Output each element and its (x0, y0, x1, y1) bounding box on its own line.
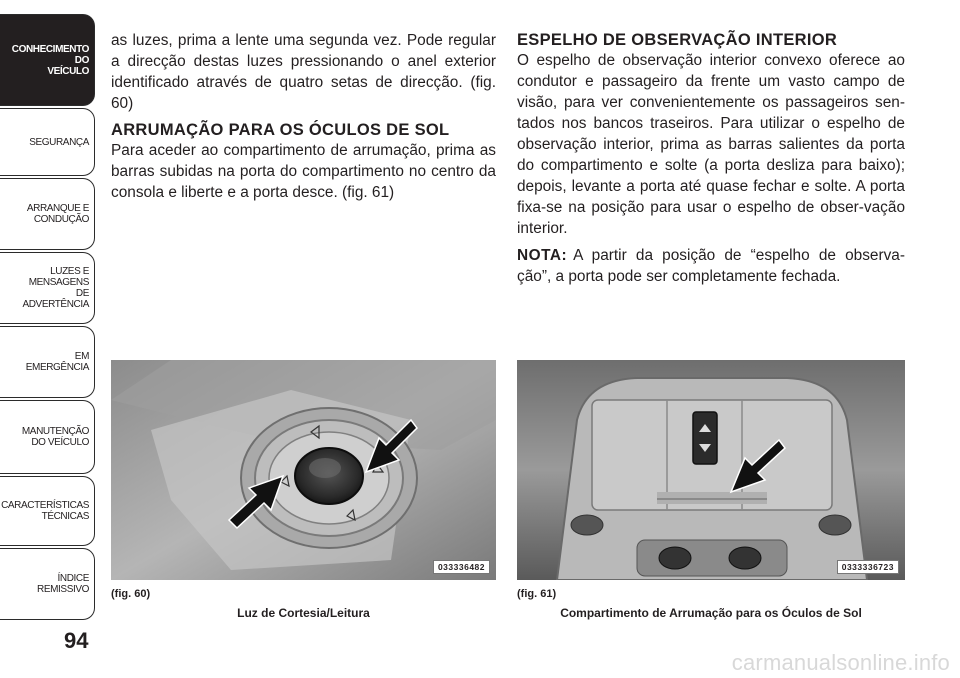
tab-luzes-e-mensagens[interactable]: LUZES E MENSAGENS DE ADVERTÊNCIA (0, 252, 95, 324)
right-text-column (517, 30, 905, 293)
left-text-column (111, 30, 496, 209)
figure-60-ref: (fig. 60) (111, 588, 151, 600)
paragraph: O espelho de observação interior convexo oferece ao condutor e passageiro da frente um vasto campo de visão, para ver convenientemente os passageiros sen-tados nos bancos traseiros. Para utilizar o espelho de observação interior, prima as barras salientes da porta do compartimento e solte (a porta desliza para baixo); depois, levante a porta até quase fechar e solte. A porta fixa-se na posição para usar o espelho de obser-vação interior. (517, 52, 905, 237)
figure-code: 0333336723 (837, 560, 899, 574)
watermark: carmanualsonline.info (731, 650, 950, 675)
page-number: 94 (64, 628, 89, 653)
tab-indice-remissivo[interactable]: ÍNDICE REMISSIVO (0, 548, 95, 620)
note (517, 245, 905, 287)
paragraph: Para aceder ao compartimento de arrumação, prima as barras subidas na porta do compartimento no centro da consola e liberte e a porta desce. (fig. 61) (111, 142, 496, 201)
overhead-console-illustration (517, 360, 905, 580)
section-heading-sunglasses: ARRUMAÇÃO PARA OS ÓCULOS DE SOL (111, 121, 450, 139)
note-label: NOTA: (517, 247, 568, 264)
figure-61-ref: (fig. 61) (517, 588, 557, 600)
courtesy-light-illustration (111, 360, 496, 580)
figure-code: 033336482 (433, 560, 490, 574)
tab-caracteristicas-tecnicas[interactable]: CARACTERÍSTICAS TÉCNICAS (0, 476, 95, 546)
figure-61-caption: Compartimento de Arrumação para os Óculos de Sol (560, 606, 862, 620)
tab-em-emergencia[interactable]: EM EMERGÊNCIA (0, 326, 95, 398)
tab-manutencao-do-veiculo[interactable]: MANUTENÇÃO DO VEÍCULO (0, 400, 95, 474)
sunroof-switch-icon (693, 412, 717, 464)
section-heading-mirror: ESPELHO DE OBSERVAÇÃO INTERIOR (517, 31, 838, 49)
chapter-sidebar (0, 0, 98, 640)
figure-60-courtesy-light (111, 360, 496, 580)
tab-seguranca[interactable]: SEGURANÇA (0, 108, 95, 176)
figure-60-caption: Luz de Cortesia/Leitura (237, 606, 370, 620)
tab-conhecimento-do-veiculo[interactable]: CONHECIMENTO DO VEÍCULO (0, 14, 95, 106)
tab-arranque-e-conducao[interactable]: ARRANQUE E CONDUÇÃO (0, 178, 95, 250)
paragraph: as luzes, prima a lente uma segunda vez. Pode regular a direcção destas luzes pressionando o anel exterior identificado através de quatro setas de direcção. (fig. 60) (111, 32, 496, 112)
note-text: A partir da posição de “espelho de observa-ção”, a porta pode ser completamente fechada. (517, 247, 905, 285)
figure-61-sunglasses-storage (517, 360, 905, 580)
